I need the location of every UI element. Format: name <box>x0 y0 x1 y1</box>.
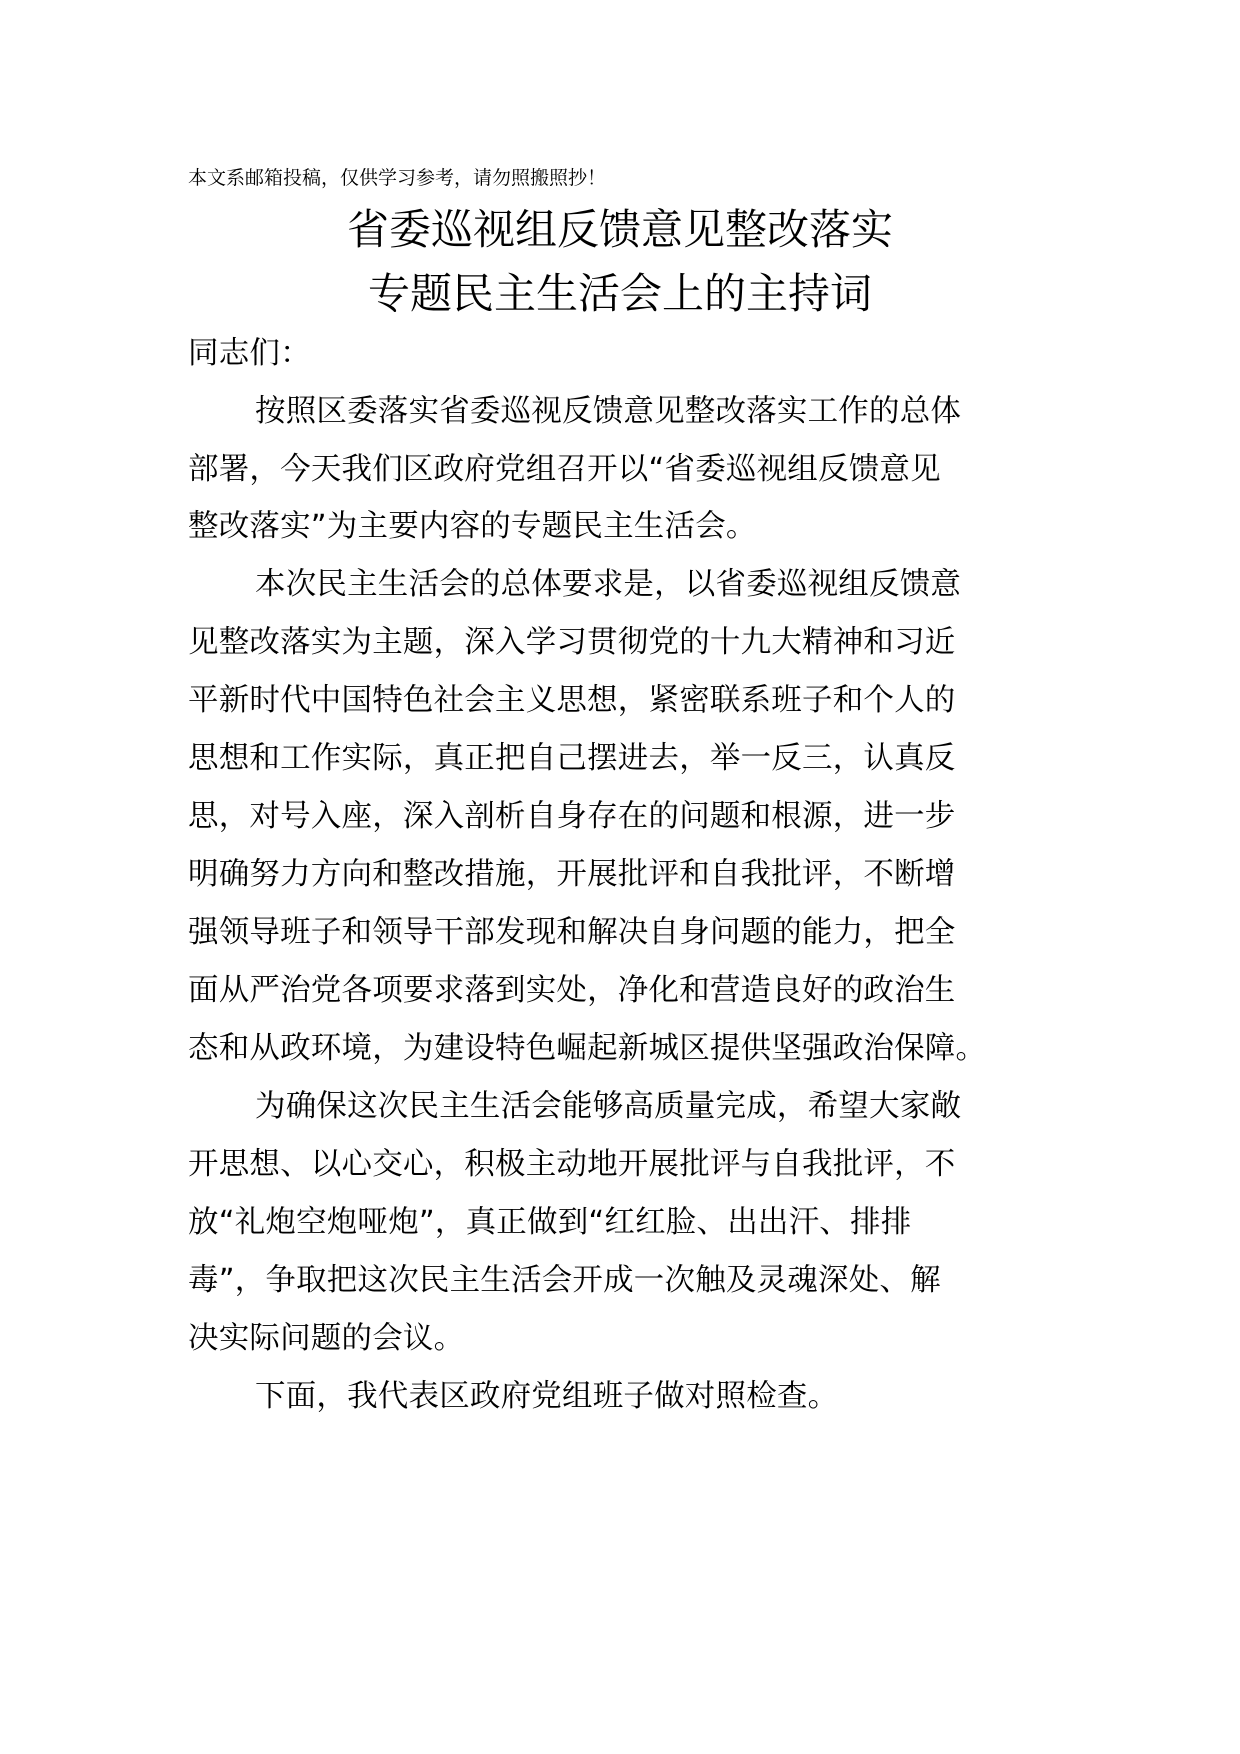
paragraph-line: 决实际问题的会议。 <box>188 1321 465 1356</box>
paragraph-line: 明确努力方向和整改措施，开展批评和自我批评，不断增 <box>188 857 956 892</box>
paragraph-line: 强领导班子和领导干部发现和解决自身问题的能力，把全 <box>188 915 956 950</box>
paragraph-line: 思想和工作实际，真正把自己摆进去，举一反三，认真反 <box>188 741 956 776</box>
paragraph-line: 开思想、以心交心，积极主动地开展批评与自我批评，不 <box>188 1147 956 1182</box>
paragraph-line: 面从严治党各项要求落到实处，净化和营造良好的政治生 <box>188 973 956 1008</box>
submission-notice: 本文系邮箱投稿，仅供学习参考，请勿照搬照抄！ <box>188 167 607 189</box>
paragraph-line: 下面，我代表区政府党组班子做对照检查。 <box>255 1379 839 1414</box>
paragraph-line: 为确保这次民主生活会能够高质量完成，希望大家敞 <box>255 1089 962 1124</box>
paragraph-line: 部署，今天我们区政府党组召开以“省委巡视组反馈意见 <box>188 452 941 487</box>
page-title-line-2: 专题民主生活会上的主持词 <box>367 269 872 318</box>
paragraph-line: 按照区委落实省委巡视反馈意见整改落实工作的总体 <box>255 394 962 429</box>
paragraph-line: 思，对号入座，深入剖析自身存在的问题和根源，进一步 <box>188 799 956 834</box>
paragraph-line: 毒”，争取把这次民主生活会开成一次触及灵魂深处、解 <box>188 1263 941 1298</box>
paragraph-line: 见整改落实为主题，深入学习贯彻党的十九大精神和习近 <box>188 625 956 660</box>
salutation: 同志们： <box>188 336 311 371</box>
paragraph-line: 态和从政环境，为建设特色崛起新城区提供坚强政治保障。 <box>188 1031 987 1066</box>
page-title-line-1: 省委巡视组反馈意见整改落实 <box>346 205 893 254</box>
paragraph-line: 平新时代中国特色社会主义思想，紧密联系班子和个人的 <box>188 683 956 718</box>
paragraph-line: 整改落实”为主要内容的专题民主生活会。 <box>188 509 757 544</box>
paragraph-line: 本次民主生活会的总体要求是，以省委巡视组反馈意 <box>255 567 962 602</box>
paragraph-line: 放“礼炮空炮哑炮”，真正做到“红红脸、出出汗、排排 <box>188 1205 912 1240</box>
